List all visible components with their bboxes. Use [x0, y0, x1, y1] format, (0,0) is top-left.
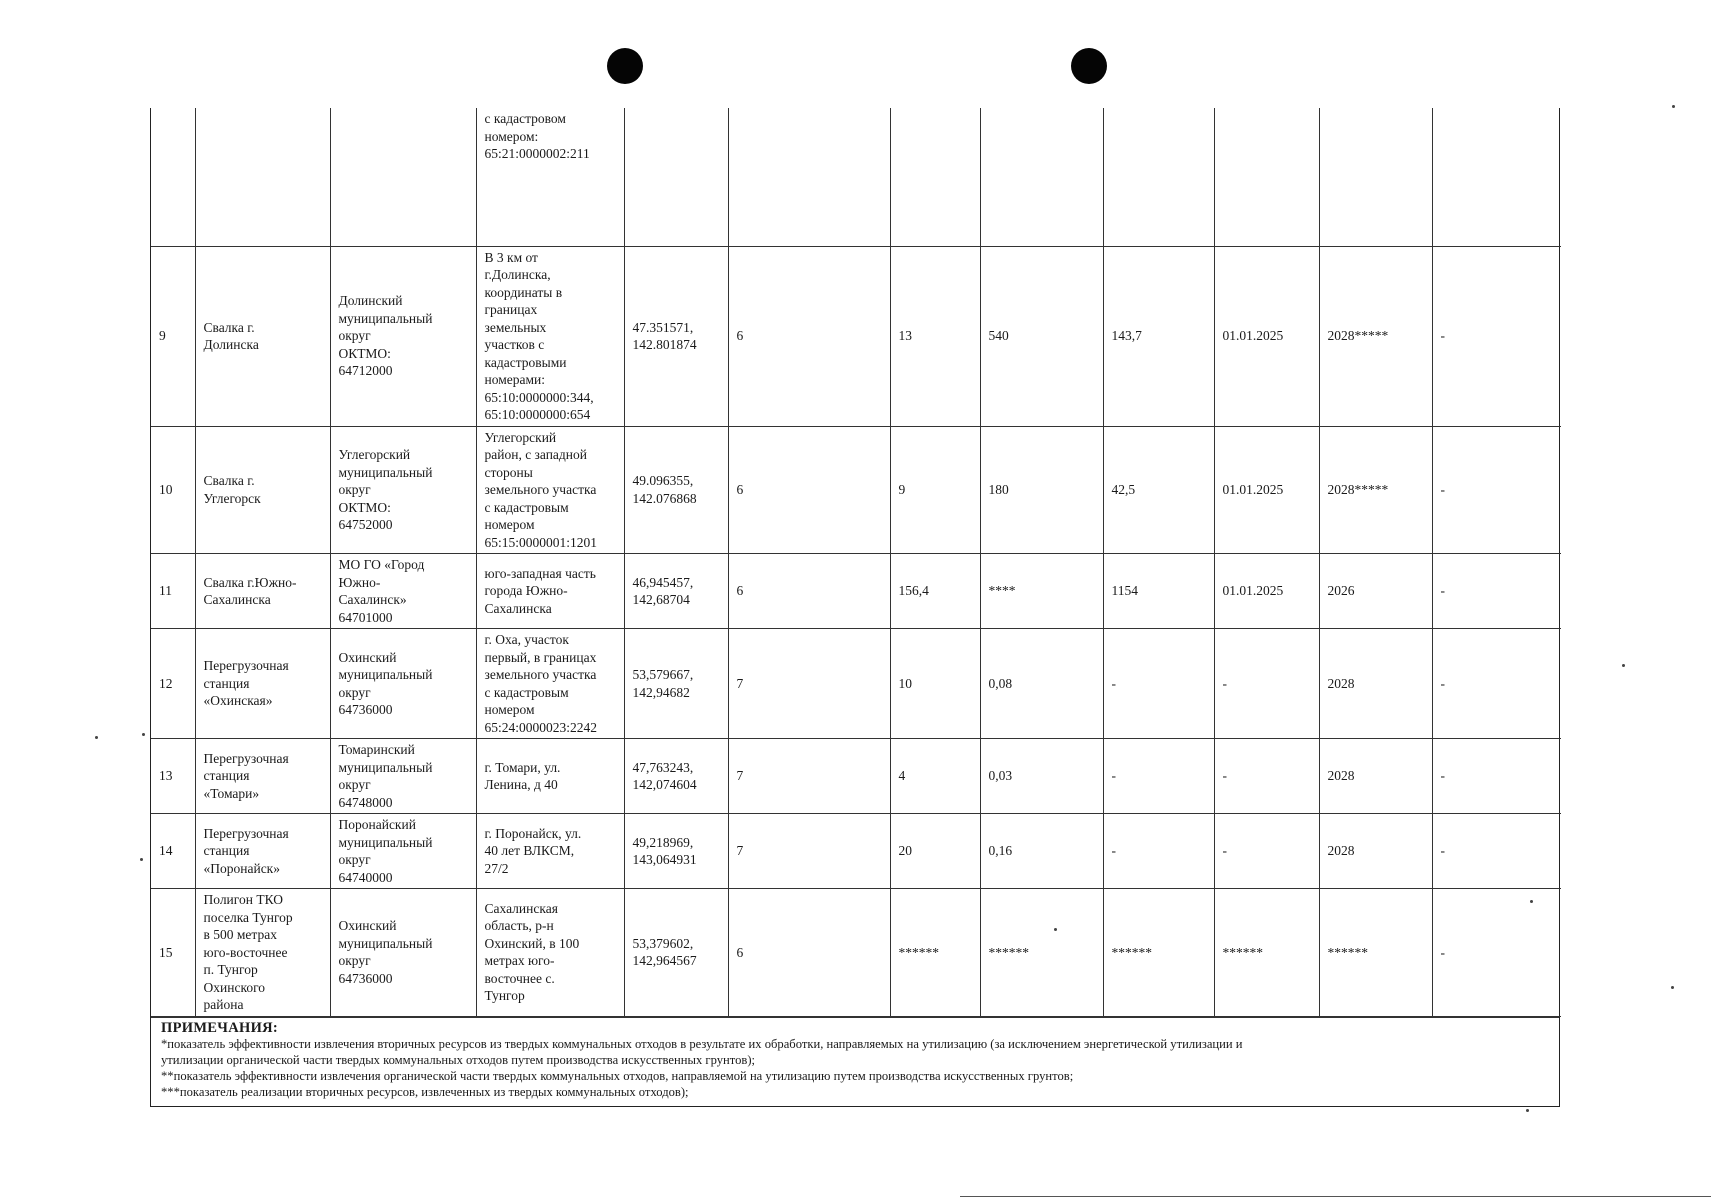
- cell-c8: ****: [980, 554, 1103, 629]
- cell-district: Долинский муниципальный округ ОКТМО: 64712000: [330, 246, 476, 426]
- cell-c11: 2028: [1319, 739, 1432, 814]
- cell-location: Углегорский район, с западной стороны земельного участка с кадастровым номером 65:15:0000001:1201: [476, 426, 624, 554]
- scan-speck: [1671, 986, 1674, 989]
- cell-name: Перегрузочная станция «Поронайск»: [195, 814, 330, 889]
- document-sheet: [150, 108, 1560, 1107]
- cell-c7: ******: [890, 889, 980, 1017]
- cell-coords: 53,579667, 142,94682: [624, 629, 728, 739]
- cell-c8: 180: [980, 426, 1103, 554]
- cell-c7: 10: [890, 629, 980, 739]
- cell-c10: 01.01.2025: [1214, 426, 1319, 554]
- cell-c12: -: [1432, 814, 1561, 889]
- cell-c9: 42,5: [1103, 426, 1214, 554]
- notes-heading: ПРИМЕЧАНИЯ:: [161, 1019, 279, 1036]
- cell-no: 12: [151, 629, 195, 739]
- note-line: утилизации органической части твердых коммунальных отходов путем производства искусственных грунтов);: [161, 1052, 756, 1067]
- cell-name: Перегрузочная станция «Охинская»: [195, 629, 330, 739]
- cell-location: с кадастровом номером: 65:21:0000002:211: [476, 108, 624, 246]
- cell-c7: 13: [890, 246, 980, 426]
- cell-c6: 7: [728, 814, 890, 889]
- cell-no: 13: [151, 739, 195, 814]
- scan-speck: [1526, 1109, 1529, 1112]
- cell-c6: [728, 108, 890, 246]
- cell-coords: [624, 108, 728, 246]
- cell-name: [195, 108, 330, 246]
- cell-c10: -: [1214, 739, 1319, 814]
- note-line: **показатель эффективности извлечения органической части твердых коммунальных отходов, направляемой на утилизацию путем производства искусственных грунтов;: [161, 1068, 1074, 1083]
- cell-c6: 7: [728, 739, 890, 814]
- cell-c12: -: [1432, 426, 1561, 554]
- cell-c8: 0,03: [980, 739, 1103, 814]
- cell-c9: ******: [1103, 889, 1214, 1017]
- cell-c10: -: [1214, 629, 1319, 739]
- table-row: [151, 246, 1561, 426]
- cell-name: Свалка г. Углегорск: [195, 426, 330, 554]
- cell-district: Томаринский муниципальный округ 64748000: [330, 739, 476, 814]
- cell-c8: 0,08: [980, 629, 1103, 739]
- cell-name: Свалка г.Южно- Сахалинска: [195, 554, 330, 629]
- cell-c11: 2028: [1319, 629, 1432, 739]
- cell-c8: 0,16: [980, 814, 1103, 889]
- cell-c10: ******: [1214, 889, 1319, 1017]
- cell-c9: 143,7: [1103, 246, 1214, 426]
- table-row: [151, 554, 1561, 629]
- cell-c9: -: [1103, 739, 1214, 814]
- cell-no: 10: [151, 426, 195, 554]
- scan-speck: [142, 733, 145, 736]
- cell-c12: -: [1432, 246, 1561, 426]
- cell-location: г. Томари, ул. Ленина, д 40: [476, 739, 624, 814]
- table-row: [151, 629, 1561, 739]
- cell-c8: 540: [980, 246, 1103, 426]
- punch-hole-right: [1071, 48, 1107, 84]
- cell-c10: 01.01.2025: [1214, 554, 1319, 629]
- scan-speck: [1054, 928, 1057, 931]
- cell-c12: [1432, 108, 1561, 246]
- cell-c9: [1103, 108, 1214, 246]
- cell-location: В 3 км от г.Долинска, координаты в границах земельных участков с кадастровыми номерами: 65:10:0000000:344, 65:10:0000000:654: [476, 246, 624, 426]
- cell-c10: -: [1214, 814, 1319, 889]
- cell-location: г. Оха, участок первый, в границах земельного участка с кадастровым номером 65:24:0000023:2242: [476, 629, 624, 739]
- cell-c9: -: [1103, 814, 1214, 889]
- note-line: ***показатель реализации вторичных ресурсов, извлеченных из твердых коммунальных отходов);: [161, 1084, 689, 1099]
- cell-c7: 156,4: [890, 554, 980, 629]
- scan-speck: [140, 858, 143, 861]
- cell-name: Перегрузочная станция «Томари»: [195, 739, 330, 814]
- cell-c6: 6: [728, 426, 890, 554]
- cell-name: Свалка г. Долинска: [195, 246, 330, 426]
- cell-district: Поронайский муниципальный округ 64740000: [330, 814, 476, 889]
- cell-c11: 2028*****: [1319, 246, 1432, 426]
- cell-c12: -: [1432, 554, 1561, 629]
- cell-c7: [890, 108, 980, 246]
- table-row: [151, 889, 1561, 1017]
- cell-c6: 7: [728, 629, 890, 739]
- cell-c12: -: [1432, 889, 1561, 1017]
- cell-no: 9: [151, 246, 195, 426]
- scan-speck: [1622, 664, 1625, 667]
- cell-district: Охинский муниципальный округ 64736000: [330, 629, 476, 739]
- table-row: [151, 426, 1561, 554]
- cell-c11: 2028*****: [1319, 426, 1432, 554]
- table-row: [151, 108, 1561, 246]
- cell-district: Охинский муниципальный округ 64736000: [330, 889, 476, 1017]
- cell-c7: 9: [890, 426, 980, 554]
- table-row: [151, 814, 1561, 889]
- cell-c12: -: [1432, 739, 1561, 814]
- cell-coords: 49.096355, 142.076868: [624, 426, 728, 554]
- cell-c9: -: [1103, 629, 1214, 739]
- cell-c11: [1319, 108, 1432, 246]
- punch-hole-left: [607, 48, 643, 84]
- cell-coords: 53,379602, 142,964567: [624, 889, 728, 1017]
- scan-speck: [95, 736, 98, 739]
- cell-c11: ******: [1319, 889, 1432, 1017]
- cell-coords: 47.351571, 142.801874: [624, 246, 728, 426]
- cell-c7: 4: [890, 739, 980, 814]
- scan-edge-line: [960, 1196, 1711, 1197]
- cell-no: 11: [151, 554, 195, 629]
- cell-no: 15: [151, 889, 195, 1017]
- scan-speck: [1672, 105, 1675, 108]
- cell-c11: 2026: [1319, 554, 1432, 629]
- cell-coords: 47,763243, 142,074604: [624, 739, 728, 814]
- cell-coords: 46,945457, 142,68704: [624, 554, 728, 629]
- cell-c8: ******: [980, 889, 1103, 1017]
- cell-c11: 2028: [1319, 814, 1432, 889]
- cell-district: МО ГО «Город Южно- Сахалинск» 64701000: [330, 554, 476, 629]
- table-row: [151, 739, 1561, 814]
- cell-location: г. Поронайск, ул. 40 лет ВЛКСМ, 27/2: [476, 814, 624, 889]
- cell-c6: 6: [728, 246, 890, 426]
- note-line: *показатель эффективности извлечения вторичных ресурсов из твердых коммунальных отходов в результате их обработки, направляемых на утилизацию (за исключением энергетической утилизации и: [161, 1036, 1243, 1051]
- cell-c10: [1214, 108, 1319, 246]
- cell-no: [151, 108, 195, 246]
- facilities-table: [151, 108, 1561, 1017]
- cell-c10: 01.01.2025: [1214, 246, 1319, 426]
- cell-location: Сахалинская область, р-н Охинский, в 100 метрах юго- восточнее с. Тунгор: [476, 889, 624, 1017]
- scan-speck: [1530, 900, 1533, 903]
- cell-c6: 6: [728, 889, 890, 1017]
- cell-c12: -: [1432, 629, 1561, 739]
- cell-district: [330, 108, 476, 246]
- cell-name: Полигон ТКО поселка Тунгор в 500 метрах юго-восточнее п. Тунгор Охинского района: [195, 889, 330, 1017]
- cell-c7: 20: [890, 814, 980, 889]
- cell-location: юго-западная часть города Южно- Сахалинска: [476, 554, 624, 629]
- cell-district: Углегорский муниципальный округ ОКТМО: 64752000: [330, 426, 476, 554]
- cell-no: 14: [151, 814, 195, 889]
- cell-c6: 6: [728, 554, 890, 629]
- cell-c9: 1154: [1103, 554, 1214, 629]
- cell-coords: 49,218969, 143,064931: [624, 814, 728, 889]
- cell-c8: [980, 108, 1103, 246]
- notes-block: [151, 1017, 1559, 1106]
